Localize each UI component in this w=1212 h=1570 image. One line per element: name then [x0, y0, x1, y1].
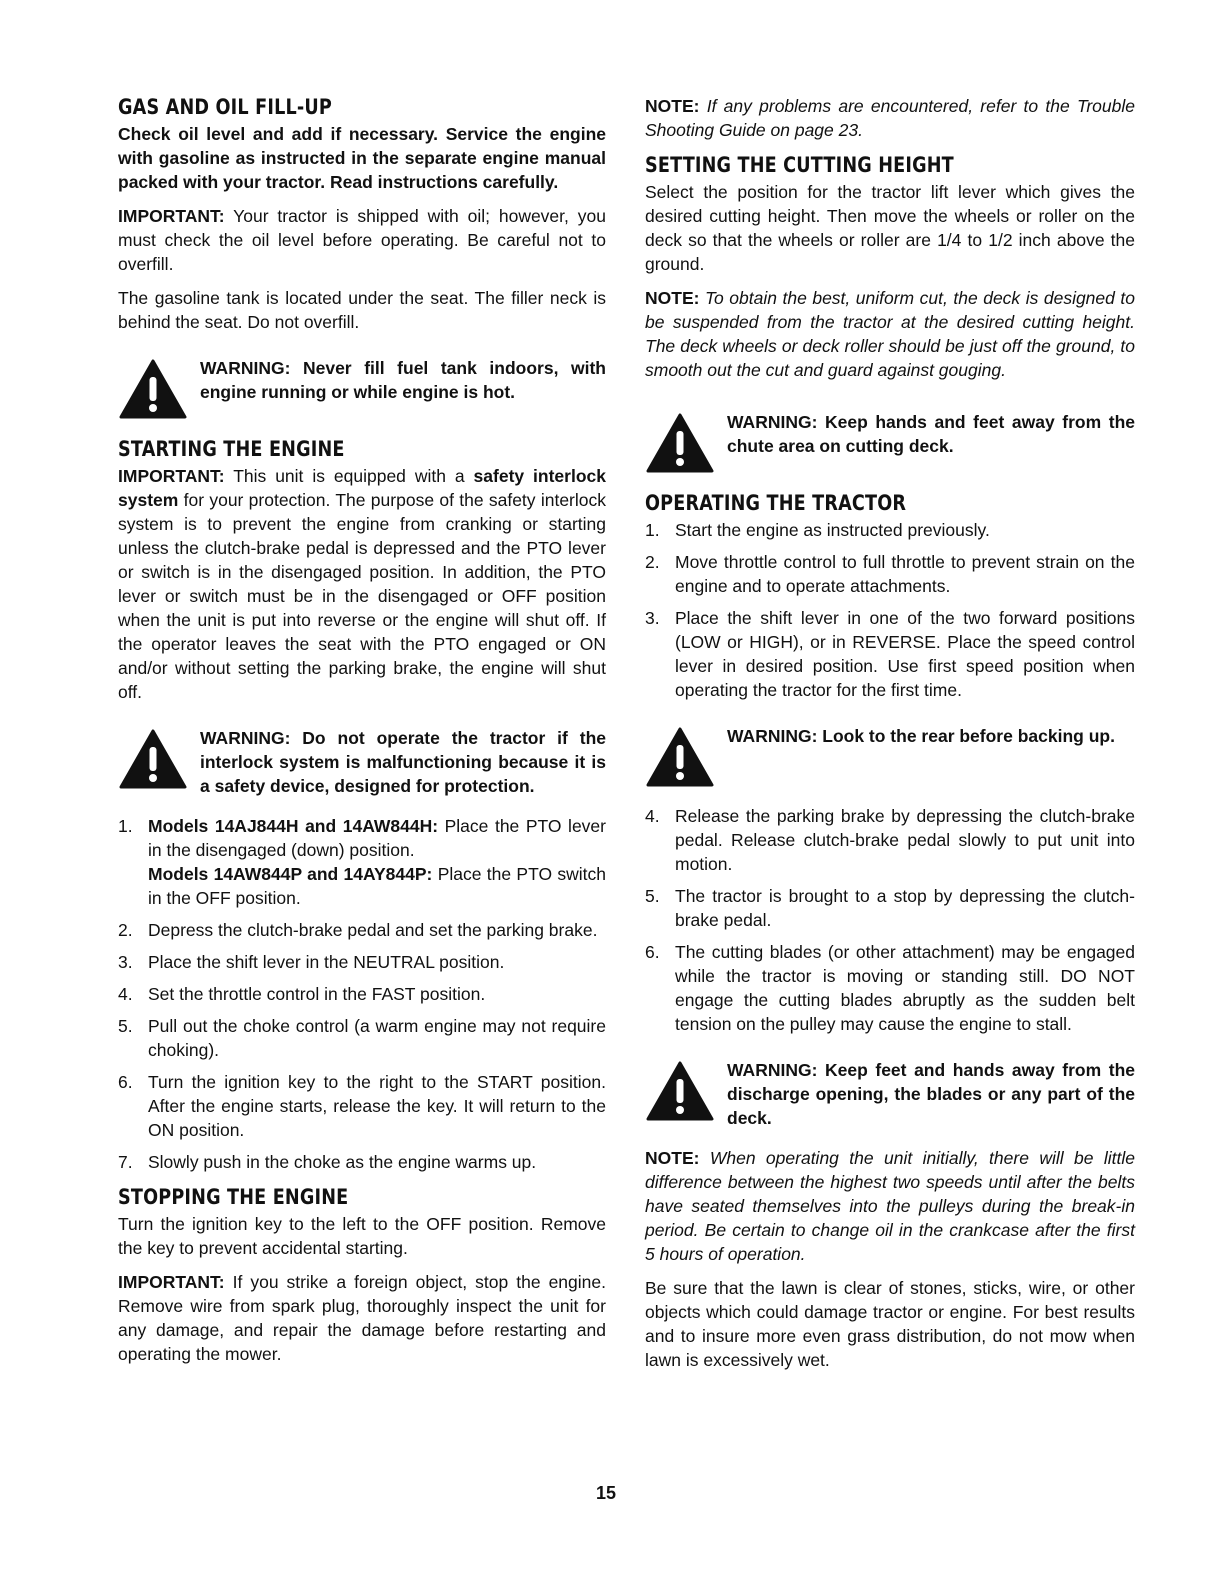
section-title-stopping-engine: STOPPING THE ENGINE [118, 1185, 349, 1209]
list-item: 2. Move throttle control to full throttle to prevent strain on the engine and to operate attachments. [645, 552, 1135, 596]
operating-tractor-section [645, 490, 1135, 1372]
warning-triangle-icon [118, 358, 188, 420]
note-label: NOTE: [645, 96, 700, 116]
step-text: Place the shift lever in the NEUTRAL position. [148, 952, 505, 972]
warning-text: WARNING: Look to the rear before backing up. [727, 726, 1115, 746]
step-text: The cutting blades (or other attachment) may be engaged while the tractor is moving or standing still. DO NOT engage the cutting blades abruptly as the sudden belt tension on the pulley may cause the engine to stall. [675, 942, 1135, 1034]
cutting-height-section [645, 152, 1135, 474]
troubleshooting-note [645, 94, 1135, 142]
lawn-clear-text: Be sure that the lawn is clear of stones, sticks, wire, or other objects which could damage tractor or engine. For best results and to insure more even grass distribution, do not mow when lawn is excessively wet. [645, 1278, 1135, 1370]
step-text: Move throttle control to full throttle to prevent strain on the engine and to operate attachments. [675, 552, 1135, 596]
operating-steps-list-b [645, 804, 1135, 1036]
stopping-engine-section [118, 1184, 606, 1366]
step-text: Start the engine as instructed previously. [675, 520, 990, 540]
step-text: Turn the ignition key to the right to the START position. After the engine starts, release the key. It will return to the ON position. [148, 1072, 606, 1140]
interlock-text-2: for your protection. The purpose of the safety interlock system is to prevent the engine from cranking or starting unless the clutch-brake pedal is depressed and the PTO lever or switch is in the disengaged position. In addition, the PTO lever or switch must be in the disengaged or OFF position when the unit is put into reverse or the engine will shut off. If the operator leaves the seat with the PTO engaged or ON and/or without setting the parking brake, the engine will shut off. [118, 490, 606, 702]
page-number: 15 [595, 1483, 617, 1503]
list-item: 1. Models 14AJ844H and 14AW844H: Place the PTO lever in the disengaged (down) position. Models 14AW844P and 14AY844P: Place the PTO switch in the OFF position. [118, 816, 606, 908]
warning-interlock [118, 726, 606, 798]
step-text: Set the throttle control in the FAST position. [148, 984, 486, 1004]
break-in-note [645, 1146, 1135, 1266]
step-text: Depress the clutch-brake pedal and set the parking brake. [148, 920, 598, 940]
left-column [118, 94, 606, 1376]
list-item: 1. Start the engine as instructed previously. [645, 518, 1135, 542]
warning-triangle-icon [645, 726, 715, 788]
list-item: 4. Set the throttle control in the FAST position. [118, 982, 606, 1006]
step-text: Place the PTO lever in the disengaged (down) position. [148, 816, 606, 860]
warning-triangle-icon [645, 1060, 715, 1122]
list-item: 7. Slowly push in the choke as the engine warms up. [118, 1150, 606, 1174]
warning-backing-up [645, 724, 1135, 788]
warning-chute [645, 410, 1135, 474]
note-label: NOTE: [645, 1148, 700, 1168]
warning-text: WARNING: Do not operate the tractor if the interlock system is malfunctioning because it is a safety device, designed for protection. [200, 728, 606, 796]
starting-engine-section [118, 436, 606, 1174]
gas-oil-section [118, 94, 606, 420]
list-item: 5. The tractor is brought to a stop by depressing the clutch-brake pedal. [645, 886, 1135, 930]
note-text: When operating the unit initially, there will be little difference between the highest two speeds until after the belts have seated themselves into the pulleys during the break-in period. Be certain to change oil in the crankcase after the first 5 hours of operation. [645, 1148, 1135, 1264]
interlock-system-term: safety interlock system [118, 466, 606, 510]
warning-discharge [645, 1058, 1135, 1130]
list-item: 3. Place the shift lever in one of the two forward positions (LOW or HIGH), or in REVERSE. Place the speed control lever in desired position. Use first speed position when operating the tractor for the first time. [645, 608, 1135, 700]
interlock-paragraph [118, 464, 606, 704]
important-label: IMPORTANT: [118, 206, 225, 226]
interlock-text-1: This unit is equipped with a [224, 466, 474, 486]
step-text: Pull out the choke control (a warm engine may not require choking). [148, 1016, 606, 1060]
list-item: 6. Turn the ignition key to the right to the START position. After the engine starts, release the key. It will return to the ON position. [118, 1072, 606, 1140]
important-label: IMPORTANT: [118, 466, 225, 486]
step-text: The tractor is brought to a stop by depressing the clutch-brake pedal. [675, 886, 1135, 930]
list-item: 6. The cutting blades (or other attachment) may be engaged while the tractor is moving or standing still. DO NOT engage the cutting blades abruptly as the sudden belt tension on the pulley may cause the engine to stall. [645, 942, 1135, 1034]
warning-text: WARNING: Keep feet and hands away from the discharge opening, the blades or any part of the deck. [727, 1060, 1135, 1128]
note-text: If any problems are encountered, refer to the Trouble Shooting Guide on page 23. [645, 96, 1135, 140]
models-label: Models 14AJ844H and 14AW844H: [148, 816, 439, 836]
section-title-cutting-height: SETTING THE CUTTING HEIGHT [645, 153, 954, 177]
warning-triangle-icon [118, 728, 188, 790]
important-text: If you strike a foreign object, stop the engine. Remove wire from spark plug, thoroughly inspect the unit for any damage, and repair the damage before restarting and operating the mower. [118, 1272, 606, 1364]
right-column [645, 94, 1135, 1382]
step-text: Slowly push in the choke as the engine warms up. [148, 1152, 537, 1172]
cutting-note [645, 286, 1135, 382]
step-text: Place the shift lever in one of the two forward positions (LOW or HIGH), or in REVERSE. Place the speed control lever in desired position. Use first speed position when operating the tractor for the first time. [675, 608, 1135, 700]
note-text: To obtain the best, uniform cut, the deck is designed to be suspended from the tractor at the desired cutting height. The deck wheels or deck roller should be just off the ground, to smooth out the cut and guard against gouging. [645, 288, 1135, 380]
warning-triangle-icon [645, 412, 715, 474]
gas-intro-text: Check oil level and add if necessary. Service the engine with gasoline as instructed in the separate engine manual packed with your tractor. Read instructions carefully. [118, 124, 606, 192]
models-label: Models 14AW844P and 14AY844P: [148, 864, 433, 884]
gas-important-paragraph [118, 204, 606, 276]
warning-text: WARNING: Never fill fuel tank indoors, with engine running or while engine is hot. [200, 358, 606, 402]
list-item: 3. Place the shift lever in the NEUTRAL position. [118, 950, 606, 974]
note-label: NOTE: [645, 288, 700, 308]
operating-steps-list-a [645, 518, 1135, 702]
section-title-gas-oil: GAS AND OIL FILL-UP [118, 95, 332, 119]
section-title-starting-engine: STARTING THE ENGINE [118, 437, 345, 461]
list-item: 5. Pull out the choke control (a warm engine may not require choking). [118, 1016, 606, 1060]
step-text: Place the PTO switch in the OFF position. [148, 864, 606, 908]
starting-steps-list [118, 814, 606, 1174]
warning-text: WARNING: Keep hands and feet away from the chute area on cutting deck. [727, 412, 1135, 456]
stopping-text: Turn the ignition key to the left to the OFF position. Remove the key to prevent accidental starting. [118, 1214, 606, 1258]
warning-fuel [118, 356, 606, 420]
tank-location-text: The gasoline tank is located under the seat. The filler neck is behind the seat. Do not overfill. [118, 288, 606, 332]
important-label: IMPORTANT: [118, 1272, 225, 1292]
cutting-height-text: Select the position for the tractor lift lever which gives the desired cutting height. Then move the wheels or roller on the deck so that the wheels or roller are 1/4 to 1/2 inch above the ground. [645, 182, 1135, 274]
list-item: 4. Release the parking brake by depressing the clutch-brake pedal. Release clutch-brake pedal slowly to put unit into motion. [645, 806, 1135, 874]
section-title-operating-tractor: OPERATING THE TRACTOR [645, 491, 907, 515]
stopping-important-paragraph [118, 1270, 606, 1366]
step-text: Release the parking brake by depressing the clutch-brake pedal. Release clutch-brake pedal slowly to put unit into motion. [675, 806, 1135, 874]
important-text: Your tractor is shipped with oil; however, you must check the oil level before operating. Be careful not to overfill. [118, 206, 606, 274]
list-item: 2. Depress the clutch-brake pedal and set the parking brake. [118, 918, 606, 942]
